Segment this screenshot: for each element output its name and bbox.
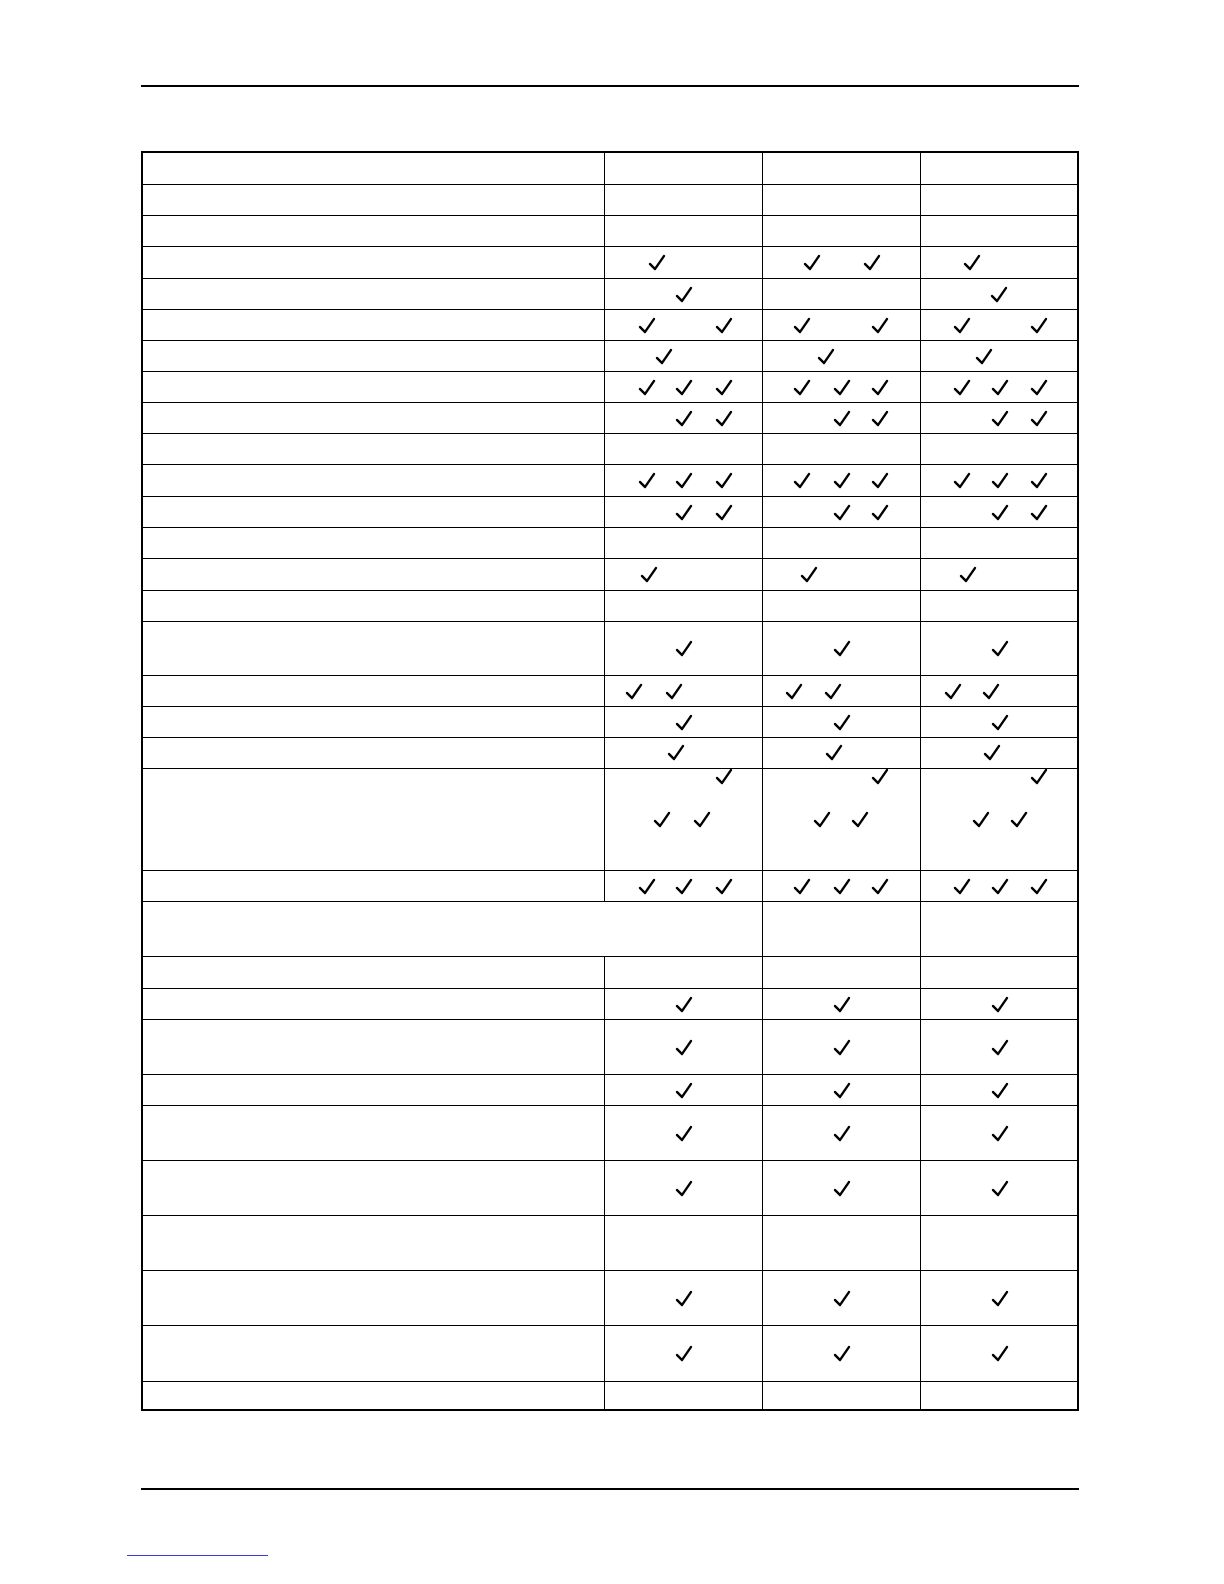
check-icon bbox=[792, 378, 812, 398]
column-divider bbox=[604, 152, 605, 901]
check-icon bbox=[674, 1081, 694, 1101]
check-icon bbox=[714, 767, 734, 787]
row-divider bbox=[143, 1381, 1077, 1382]
check-icon bbox=[958, 565, 978, 585]
check-icon bbox=[870, 316, 890, 336]
check-icon bbox=[637, 316, 657, 336]
row-divider bbox=[143, 590, 1077, 591]
row-divider bbox=[143, 706, 1077, 707]
row-divider bbox=[143, 768, 1077, 769]
check-icon bbox=[802, 253, 822, 273]
footer-link-underline[interactable] bbox=[127, 1555, 268, 1556]
check-icon bbox=[714, 877, 734, 897]
check-icon bbox=[674, 639, 694, 659]
footer-rule bbox=[141, 1488, 1079, 1490]
check-icon bbox=[832, 995, 852, 1015]
check-icon bbox=[714, 409, 734, 429]
check-icon bbox=[990, 471, 1010, 491]
check-icon bbox=[850, 810, 870, 830]
check-icon bbox=[870, 409, 890, 429]
check-icon bbox=[714, 503, 734, 523]
check-icon bbox=[674, 1038, 694, 1058]
check-icon bbox=[974, 347, 994, 367]
check-icon bbox=[823, 682, 843, 702]
row-divider bbox=[143, 956, 1077, 957]
check-icon bbox=[990, 409, 1010, 429]
check-icon bbox=[870, 877, 890, 897]
row-divider bbox=[143, 1074, 1077, 1075]
check-icon bbox=[870, 503, 890, 523]
row-divider bbox=[143, 675, 1077, 676]
check-icon bbox=[1029, 471, 1049, 491]
check-icon bbox=[990, 1344, 1010, 1364]
row-divider bbox=[143, 371, 1077, 372]
row-divider bbox=[143, 433, 1077, 434]
check-icon bbox=[990, 503, 1010, 523]
check-icon bbox=[637, 471, 657, 491]
row-divider bbox=[143, 737, 1077, 738]
check-icon bbox=[990, 639, 1010, 659]
check-icon bbox=[1029, 316, 1049, 336]
check-icon bbox=[1029, 767, 1049, 787]
check-icon bbox=[952, 378, 972, 398]
check-icon bbox=[832, 639, 852, 659]
row-divider bbox=[143, 558, 1077, 559]
check-icon bbox=[692, 810, 712, 830]
check-icon bbox=[990, 1179, 1010, 1199]
check-icon bbox=[1029, 503, 1049, 523]
check-icon bbox=[990, 1124, 1010, 1144]
check-icon bbox=[832, 1124, 852, 1144]
check-icon bbox=[832, 471, 852, 491]
check-icon bbox=[862, 253, 882, 273]
row-divider bbox=[143, 309, 1077, 310]
check-icon bbox=[989, 285, 1009, 305]
check-icon bbox=[792, 471, 812, 491]
check-icon bbox=[784, 682, 804, 702]
check-icon bbox=[990, 1289, 1010, 1309]
check-icon bbox=[674, 877, 694, 897]
row-divider bbox=[143, 1325, 1077, 1326]
row-divider bbox=[143, 870, 1077, 871]
check-icon bbox=[981, 682, 1001, 702]
check-icon bbox=[832, 877, 852, 897]
check-icon bbox=[654, 347, 674, 367]
column-divider bbox=[920, 152, 921, 1411]
check-icon bbox=[952, 316, 972, 336]
header-rule bbox=[141, 85, 1079, 87]
check-icon bbox=[624, 682, 644, 702]
check-icon bbox=[952, 471, 972, 491]
check-icon bbox=[674, 503, 694, 523]
check-icon bbox=[832, 1289, 852, 1309]
check-icon bbox=[664, 682, 684, 702]
check-icon bbox=[1029, 378, 1049, 398]
column-divider bbox=[762, 152, 763, 1411]
check-icon bbox=[674, 285, 694, 305]
row-divider bbox=[143, 278, 1077, 279]
row-divider bbox=[143, 464, 1077, 465]
check-icon bbox=[870, 471, 890, 491]
check-icon bbox=[812, 810, 832, 830]
check-icon bbox=[647, 253, 667, 273]
check-icon bbox=[1029, 409, 1049, 429]
check-icon bbox=[714, 471, 734, 491]
row-divider bbox=[143, 1160, 1077, 1161]
check-icon bbox=[990, 877, 1010, 897]
check-icon bbox=[637, 877, 657, 897]
check-icon bbox=[674, 995, 694, 1015]
check-icon bbox=[639, 565, 659, 585]
check-icon bbox=[674, 471, 694, 491]
check-icon bbox=[674, 1124, 694, 1144]
check-icon bbox=[832, 503, 852, 523]
row-divider bbox=[143, 246, 1077, 247]
row-divider bbox=[143, 215, 1077, 216]
check-icon bbox=[990, 713, 1010, 733]
check-icon bbox=[1009, 810, 1029, 830]
check-icon bbox=[832, 713, 852, 733]
check-icon bbox=[674, 1179, 694, 1199]
check-icon bbox=[832, 378, 852, 398]
check-icon bbox=[666, 743, 686, 763]
check-icon bbox=[792, 316, 812, 336]
check-icon bbox=[652, 810, 672, 830]
check-icon bbox=[832, 1038, 852, 1058]
check-icon bbox=[799, 565, 819, 585]
check-icon bbox=[943, 682, 963, 702]
check-icon bbox=[637, 378, 657, 398]
row-divider bbox=[143, 527, 1077, 528]
check-icon bbox=[870, 378, 890, 398]
row-divider bbox=[143, 988, 1077, 989]
check-icon bbox=[971, 810, 991, 830]
check-icon bbox=[832, 1081, 852, 1101]
check-icon bbox=[870, 767, 890, 787]
check-icon bbox=[832, 1344, 852, 1364]
row-divider bbox=[143, 340, 1077, 341]
row-divider bbox=[143, 184, 1077, 185]
check-icon bbox=[674, 1344, 694, 1364]
row-divider bbox=[143, 496, 1077, 497]
row-divider bbox=[143, 621, 1077, 622]
check-icon bbox=[952, 877, 972, 897]
check-icon bbox=[816, 347, 836, 367]
row-divider bbox=[143, 901, 1077, 902]
check-icon bbox=[962, 253, 982, 273]
check-icon bbox=[832, 409, 852, 429]
row-divider bbox=[143, 1019, 1077, 1020]
row-divider bbox=[143, 1105, 1077, 1106]
check-icon bbox=[714, 316, 734, 336]
check-icon bbox=[792, 877, 812, 897]
check-icon bbox=[674, 1289, 694, 1309]
check-icon bbox=[674, 378, 694, 398]
check-icon bbox=[824, 743, 844, 763]
row-divider bbox=[143, 1270, 1077, 1271]
check-icon bbox=[990, 1081, 1010, 1101]
check-icon bbox=[1029, 877, 1049, 897]
row-divider bbox=[143, 402, 1077, 403]
row-divider bbox=[143, 1215, 1077, 1216]
check-icon bbox=[832, 1179, 852, 1199]
column-divider bbox=[604, 956, 605, 1411]
check-icon bbox=[982, 743, 1002, 763]
check-icon bbox=[714, 378, 734, 398]
feature-matrix-table bbox=[141, 151, 1079, 1411]
check-icon bbox=[674, 713, 694, 733]
check-icon bbox=[990, 1038, 1010, 1058]
check-icon bbox=[990, 378, 1010, 398]
check-icon bbox=[674, 409, 694, 429]
check-icon bbox=[990, 995, 1010, 1015]
